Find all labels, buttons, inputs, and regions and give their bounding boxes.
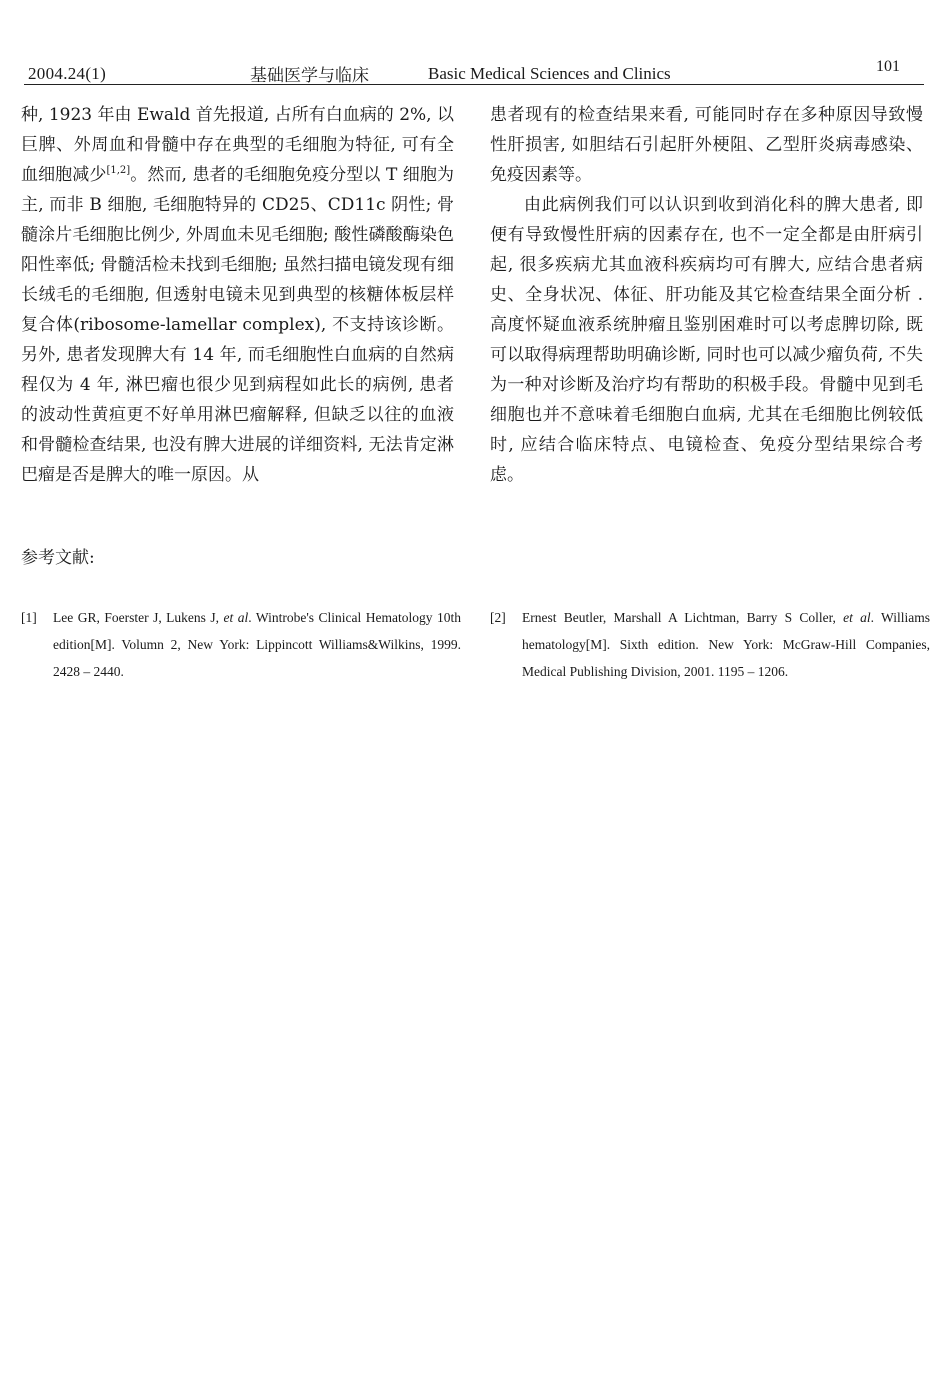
page-number: 101 bbox=[876, 58, 900, 75]
reference-authors: Ernest Beutler, Marshall A Lichtman, Barry S Coller, bbox=[522, 610, 844, 625]
reference-etal: et al bbox=[223, 610, 249, 625]
reference-number: [2] bbox=[490, 610, 506, 625]
left-column bbox=[21, 100, 454, 490]
left-text-part2: 。然而, 患者的毛细胞免疫分型以 T 细胞为主, 而非 B 细胞, 毛细胞特异的 CD25、CD11c 阴性; 骨髓涂片毛细胞比例少, 外周血未见毛细胞; 酸性磷酸酶染色阳性率低; 骨髓活检未找到毛细胞; 虽然扫描电镜发现有细长绒毛的毛细胞, 但透射电镜未见到典型的核糖体板层样复合体(ribosome-lamellar complex), 不支持该诊断。另外, 患者发现脾大有 14 年, 而毛细胞性白血病的自然病程仅为 4 年, 淋巴瘤也很少见到病程如此长的病例, 患者的波动性黄疸更不好单用淋巴瘤解释, 但缺乏以往的血液和骨髓检查结果, 也没有脾大进展的详细资料, 无法肯定淋巴瘤是否是脾大的唯一原因。从 bbox=[21, 165, 454, 485]
reference-item bbox=[490, 604, 930, 685]
reference-number: [1] bbox=[21, 610, 37, 625]
right-paragraph-1: 患者现有的检查结果来看, 可能同时存在多种原因导致慢性肝损害, 如胆结石引起肝外梗阻、乙型肝炎病毒感染、免疫因素等。 bbox=[490, 105, 923, 185]
right-paragraph-2: 由此病例我们可以认识到收到消化科的脾大患者, 即便有导致慢性肝病的因素存在, 也不一定全都是由肝病引起, 很多疾病尤其血液科疾病均可有脾大, 应结合患者病史、全身状况、体征、肝功能及其它检查结果全面分析 . 高度怀疑血液系统肿瘤且鉴别困难时可以考虑脾切除, 既可以取得病理帮助明确诊断, 同时也可以减少瘤负荷, 不失为一种对诊断及治疗均有帮助的积极手段。骨髓中见到毛细胞也并不意味着毛细胞白血病, 尤其在毛细胞比例较低时, 应结合临床特点、电镜检查、免疫分型结果综合考虑。 bbox=[490, 195, 923, 485]
reference-body bbox=[522, 604, 930, 685]
references-title: 参考文献: bbox=[21, 548, 95, 568]
left-text-part1: 种, 1923 年由 Ewald 首先报道, 占所有白血病的 2%, 以巨脾、外周血和骨髓中存在典型的毛细胞为特征, 可有全血细胞减少 bbox=[21, 105, 454, 185]
citation-marker: [1,2] bbox=[106, 165, 131, 176]
journal-title-en: Basic Medical Sciences and Clinics bbox=[428, 64, 671, 83]
reference-details: . Wintrobe's Clinical Hematology 10th edition[M]. Volumn 2, New York: Lippincott Williams&Wilkins, 1999. 2428 – 2440. bbox=[53, 610, 461, 679]
reference-item bbox=[21, 604, 461, 685]
right-column bbox=[490, 100, 923, 490]
journal-title-cn: 基础医学与临床 bbox=[250, 66, 369, 86]
header-rule bbox=[24, 84, 924, 85]
reference-body bbox=[53, 604, 461, 685]
reference-details: . Williams hematology[M]. Sixth edition. New York: McGraw-Hill Companies, Medical Publishing Division, 2001. 1195 – 1206. bbox=[522, 610, 930, 679]
reference-etal: et al bbox=[843, 610, 871, 625]
running-header bbox=[0, 0, 950, 86]
issue-info: 2004.24(1) bbox=[28, 64, 107, 83]
left-paragraph bbox=[21, 100, 454, 490]
reference-authors: Lee GR, Foerster J, Lukens J, bbox=[53, 610, 224, 625]
